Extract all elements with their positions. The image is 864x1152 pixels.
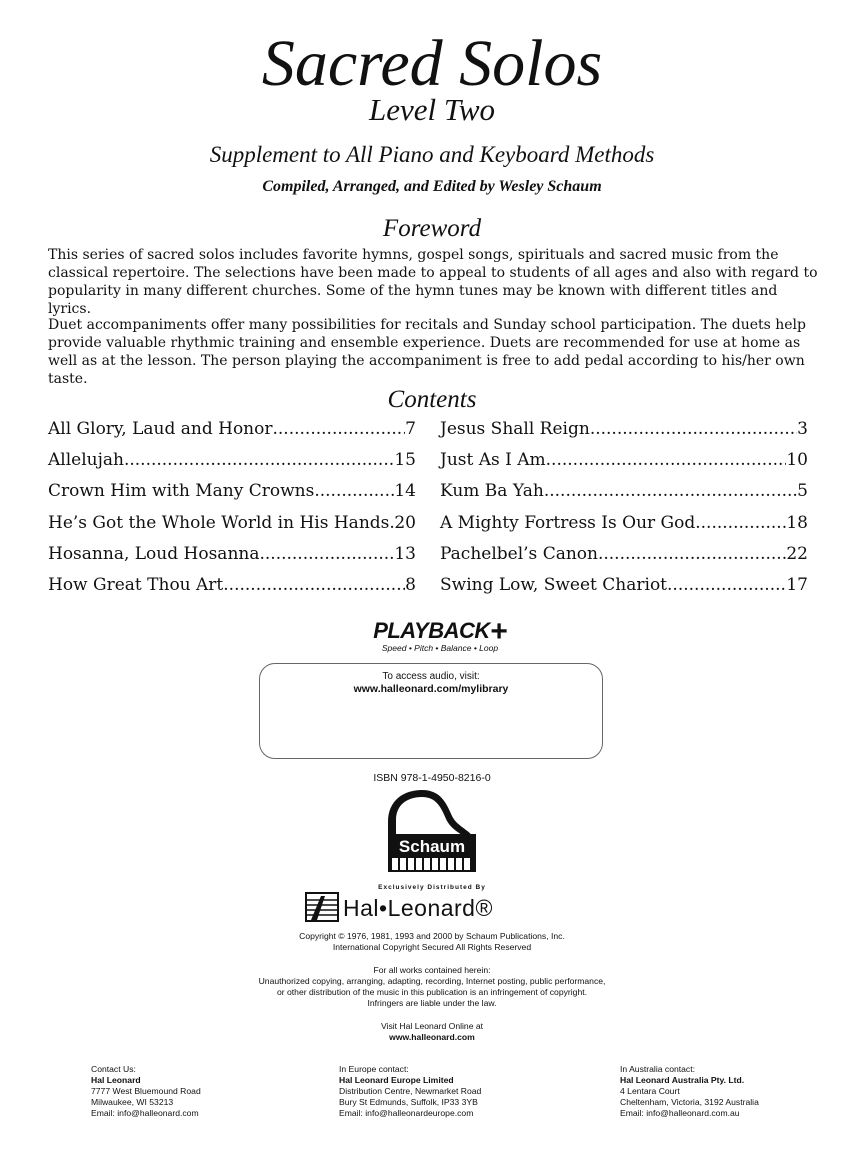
contents-left-column bbox=[48, 416, 416, 603]
toc-entry-title: Hosanna, Loud Hosanna bbox=[48, 543, 260, 564]
toc-entry-page: 15 bbox=[394, 450, 416, 471]
copyright-notice bbox=[0, 965, 864, 1009]
toc-entry-page: 3 bbox=[797, 419, 808, 439]
toc-entry-title: How Great Thou Art bbox=[48, 574, 224, 595]
copyright-block bbox=[0, 931, 864, 953]
toc-dot-leader bbox=[598, 541, 786, 567]
isbn: ISBN 978-1-4950-8216-0 bbox=[373, 772, 491, 784]
audio-access-label: To access audio, visit: bbox=[382, 671, 480, 682]
toc-dot-leader bbox=[546, 447, 787, 473]
toc-entry-page: 7 bbox=[405, 419, 416, 439]
toc-entry bbox=[440, 572, 808, 603]
toc-entry bbox=[440, 541, 808, 572]
contact-name: Hal Leonard bbox=[91, 1075, 141, 1085]
toc-entry bbox=[48, 541, 416, 572]
contact-email: Email: info@halleonard.com bbox=[91, 1108, 199, 1118]
contact-label: In Australia contact: bbox=[620, 1064, 695, 1074]
schaum-wordmark: Schaum bbox=[398, 837, 466, 856]
toc-entry bbox=[440, 478, 808, 509]
contact-us bbox=[91, 1064, 201, 1119]
toc-dot-leader bbox=[223, 572, 405, 598]
hal-leonard-staff-icon bbox=[305, 892, 339, 922]
toc-dot-leader bbox=[667, 572, 786, 598]
notice-line: or other distribution of the music in this publication is an infringement of copyright. bbox=[276, 987, 587, 997]
schaum-logo bbox=[382, 786, 482, 876]
audio-access-url[interactable]: www.halleonard.com/mylibrary bbox=[353, 683, 509, 695]
contact-australia bbox=[620, 1064, 759, 1119]
toc-entry-title: Swing Low, Sweet Chariot bbox=[440, 574, 668, 595]
contact-name: Hal Leonard Australia Pty. Ltd. bbox=[620, 1075, 745, 1085]
plus-icon: + bbox=[489, 615, 507, 648]
toc-entry bbox=[440, 510, 808, 541]
toc-dot-leader bbox=[695, 510, 786, 536]
toc-entry-title: A Mighty Fortress Is Our God bbox=[440, 512, 696, 533]
toc-entry-title: Crown Him with Many Crowns bbox=[48, 481, 315, 502]
contact-address: Bury St Edmunds, Suffolk, IP33 3YB bbox=[339, 1097, 478, 1107]
toc-entry bbox=[440, 416, 808, 447]
compiled-by: Compiled, Arranged, and Edited by Wesley Schaum bbox=[262, 178, 602, 195]
book-title: Sacred Solos bbox=[261, 27, 603, 100]
audio-access-box bbox=[259, 663, 603, 759]
contents-heading: Contents bbox=[387, 386, 477, 413]
foreword-heading: Foreword bbox=[382, 215, 482, 242]
toc-entry-page: 8 bbox=[405, 574, 416, 595]
contact-label: In Europe contact: bbox=[339, 1064, 409, 1074]
playback-wordmark: PLAYBACK bbox=[373, 618, 490, 643]
toc-entry-title: Jesus Shall Reign bbox=[440, 419, 590, 439]
visit-online bbox=[0, 1021, 864, 1043]
contact-email: Email: info@halleonardeurope.com bbox=[339, 1108, 474, 1118]
toc-entry-page: 20 bbox=[394, 512, 416, 533]
toc-entry-page: 22 bbox=[786, 543, 808, 564]
copyright-line: Copyright © 1976, 1981, 1993 and 2000 by Schaum Publications, Inc. bbox=[299, 931, 565, 941]
notice-line: Infringers are liable under the law. bbox=[367, 998, 497, 1008]
foreword-paragraph-1: This series of sacred solos includes favorite hymns, gospel songs, spirituals and sacred music from the classical repertoire. The selections have been made to appeal to students of all ages and also with regard to popularity in many different churches. Some of the hymn tunes may be known with different titles and lyrics. bbox=[48, 247, 818, 317]
toc-entry bbox=[440, 447, 808, 478]
toc-entry bbox=[48, 478, 416, 509]
toc-dot-leader bbox=[590, 416, 797, 442]
contact-address: Milwaukee, WI 53213 bbox=[91, 1097, 174, 1107]
toc-entry bbox=[48, 510, 416, 541]
notice-line: For all works contained herein: bbox=[373, 965, 491, 975]
toc-entry bbox=[48, 416, 416, 447]
book-supplement: Supplement to All Piano and Keyboard Methods bbox=[209, 142, 655, 167]
contact-name: Hal Leonard Europe Limited bbox=[339, 1075, 454, 1085]
foreword-paragraph-2: Duet accompaniments offer many possibilities for recitals and Sunday school participation. The duets help provide valuable rhythmic training and ensemble experience. Duets are recommended for use at home as well as at the lesson. The person playing the accompaniment is free to add pedal according to his/her own taste. bbox=[48, 317, 806, 387]
toc-entry bbox=[48, 572, 416, 603]
toc-dot-leader bbox=[273, 416, 406, 442]
toc-entry-title: Just As I Am bbox=[440, 450, 546, 471]
book-level: Level Two bbox=[369, 92, 495, 127]
contact-address: Distribution Centre, Newmarket Road bbox=[339, 1086, 482, 1096]
toc-entry bbox=[48, 447, 416, 478]
visit-url[interactable]: www.halleonard.com bbox=[389, 1032, 475, 1042]
notice-line: Unauthorized copying, arranging, adapting, recording, Internet posting, public performance, bbox=[258, 976, 606, 986]
toc-entry-page: 17 bbox=[786, 574, 808, 595]
toc-entry-page: 5 bbox=[797, 481, 808, 502]
contents-right-column bbox=[440, 416, 808, 603]
toc-entry-title: All Glory, Laud and Honor bbox=[48, 419, 273, 439]
toc-entry-page: 13 bbox=[394, 543, 416, 564]
toc-entry-page: 18 bbox=[786, 512, 808, 533]
toc-entry-page: 14 bbox=[394, 481, 416, 502]
contact-email: Email: info@halleonard.com.au bbox=[620, 1108, 740, 1118]
toc-dot-leader bbox=[314, 478, 394, 504]
toc-entry-title: Pachelbel’s Canon bbox=[440, 543, 598, 564]
toc-dot-leader bbox=[544, 478, 797, 504]
toc-entry-page: 10 bbox=[786, 450, 808, 471]
hal-leonard-wordmark: Hal•Leonard® bbox=[343, 895, 493, 921]
exclusively-distributed: Exclusively Distributed By bbox=[378, 884, 486, 891]
visit-label: Visit Hal Leonard Online at bbox=[380, 1021, 484, 1031]
grand-piano-icon bbox=[382, 786, 482, 876]
contact-label: Contact Us: bbox=[91, 1064, 136, 1074]
contact-europe bbox=[339, 1064, 481, 1119]
toc-entry-title: Kum Ba Yah bbox=[440, 481, 544, 502]
contact-address: Cheltenham, Victoria, 3192 Australia bbox=[620, 1097, 759, 1107]
copyright-line: International Copyright Secured All Rights Reserved bbox=[332, 942, 532, 952]
contact-address: 4 Lentara Court bbox=[620, 1086, 680, 1096]
playback-features: Speed • Pitch • Balance • Loop bbox=[381, 643, 499, 653]
toc-dot-leader bbox=[124, 447, 394, 473]
toc-entry-title: Allelujah bbox=[48, 450, 124, 471]
hal-leonard-logo bbox=[305, 890, 565, 922]
contact-address: 7777 West Bluemound Road bbox=[91, 1086, 201, 1096]
playback-plus-logo bbox=[360, 615, 520, 653]
toc-dot-leader bbox=[259, 541, 394, 567]
toc-entry-title: He’s Got the Whole World in His Hands bbox=[48, 512, 390, 533]
